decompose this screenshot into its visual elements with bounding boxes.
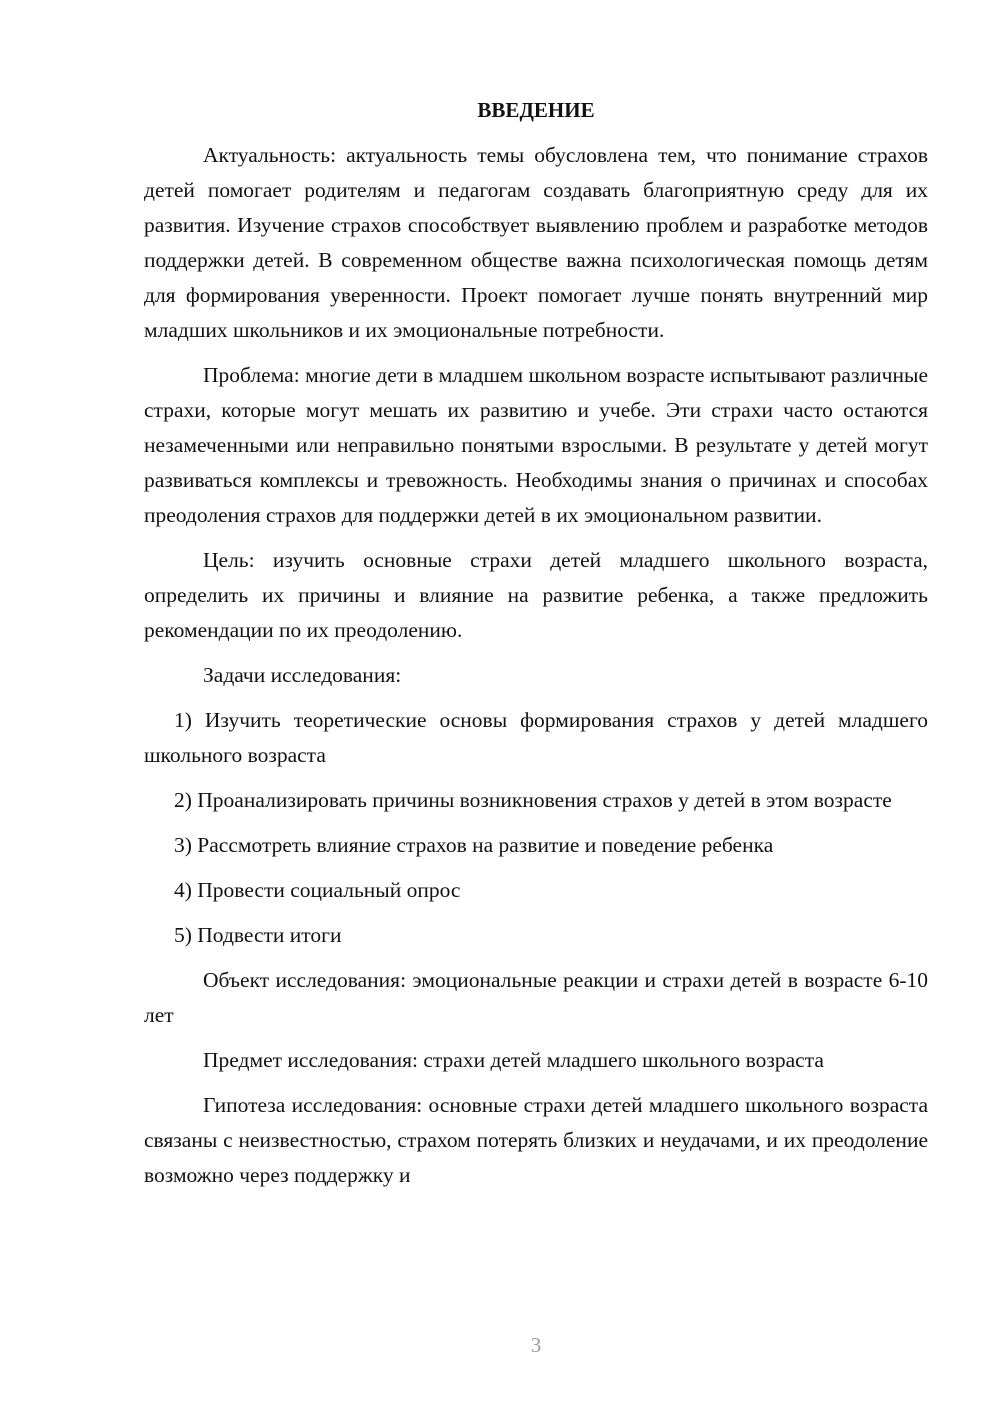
- page-title: ВВЕДЕНИЕ: [477, 98, 595, 122]
- task-item-2: 2) Проанализировать причины возникновения страхов у детей в этом возрасте: [174, 788, 892, 812]
- subject-paragraph: Предмет исследования: страхи детей младшего школьного возраста: [203, 1048, 824, 1072]
- hypothesis-paragraph: Гипотеза исследования: основные страхи детей младшего школьного возраста связаны с неизвестностью, страхом потерять близких и неудачами, и их преодоление возможно через поддержку и: [144, 1093, 928, 1187]
- task-item-3: 3) Рассмотреть влияние страхов на развитие и поведение ребенка: [174, 833, 774, 857]
- task-item-1: 1) Изучить теоретические основы формирования страхов у детей младшего школьного возраста: [144, 708, 928, 767]
- goal-paragraph: Цель: изучить основные страхи детей младшего школьного возраста, определить их причины и влияние на развитие ребенка, а также предложить рекомендации по их преодолению.: [144, 548, 928, 642]
- tasks-heading: Задачи исследования:: [203, 663, 402, 687]
- object-paragraph: Объект исследования: эмоциональные реакции и страхи детей в возрасте 6-10 лет: [144, 968, 928, 1027]
- page-content: [144, 93, 928, 1193]
- problem-paragraph: Проблема: многие дети в младшем школьном возрасте испытывают различные страхи, которые могут мешать их развитию и учебе. Эти страхи часто остаются незамеченными или неправильно понятыми взрослыми. В результате у детей могут развиваться комплексы и тревожность. Необходимы знания о причинах и способах преодоления страхов для поддержки детей в их эмоциональном развитии.: [144, 363, 928, 527]
- relevance-paragraph: Актуальность: актуальность темы обусловлена тем, что понимание страхов детей помогает родителям и педагогам создавать благоприятную среду для их развития. Изучение страхов способствует выявлению проблем и разработке методов поддержки детей. В современном обществе важна психологическая помощь детям для формирования уверенности. Проект помогает лучше понять внутренний мир младших школьников и их эмоциональные потребности.: [144, 143, 928, 342]
- page-number: 3: [530, 1333, 542, 1357]
- task-item-5: 5) Подвести итоги: [174, 923, 342, 947]
- task-item-4: 4) Провести социальный опрос: [174, 878, 461, 902]
